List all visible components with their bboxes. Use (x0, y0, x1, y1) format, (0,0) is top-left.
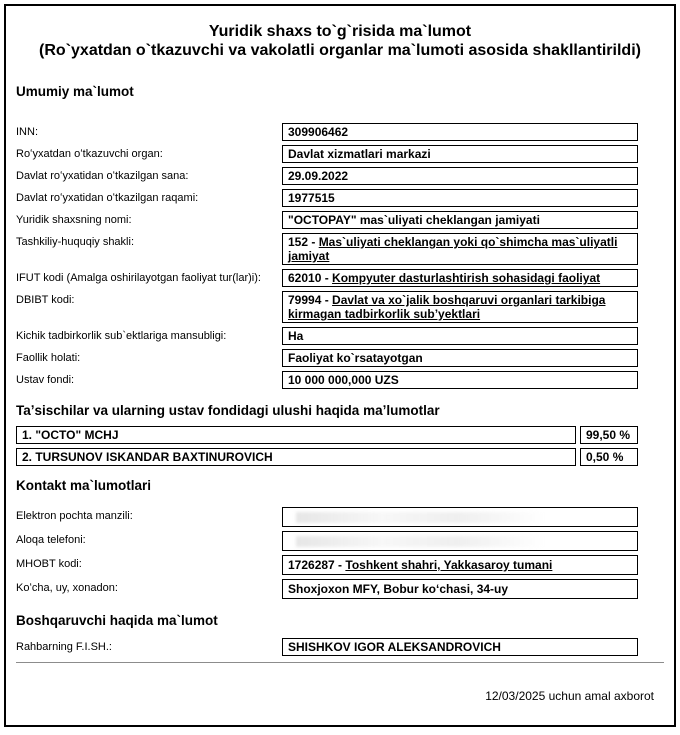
founder-row-2 (16, 448, 638, 466)
section-heading-general: Umumiy ma`lumot (16, 84, 134, 99)
field-row-street-address (16, 579, 638, 599)
field-label-phone: Aloqa telefoni: (16, 534, 86, 546)
mhobt-link[interactable]: Toshkent shahri, Yakkasaroy tumani (345, 558, 553, 572)
founder-row-1 (16, 426, 638, 444)
general-fields (16, 123, 638, 389)
field-value-registration-date: 29.09.2022 (282, 167, 638, 185)
field-row-email (16, 507, 638, 527)
founder-name-2: 2. TURSUNOV ISKANDAR BAXTINUROVICH (16, 448, 576, 466)
legal-form-code: 152 - (288, 235, 319, 249)
field-row-director-name (16, 638, 638, 656)
field-value-dbibt-code (282, 291, 638, 323)
ifut-link[interactable]: Kompyuter dasturlashtirish sohasidagi faoliyat (332, 271, 601, 285)
field-row-activity-status (16, 349, 638, 367)
field-label-director-name: Rahbarning F.I.SH.: (16, 641, 112, 653)
field-value-small-business: Ha (282, 327, 638, 345)
footer-date: 12/03/2025 uchun amal axborot (485, 689, 654, 703)
field-label-inn: INN: (16, 126, 38, 138)
field-row-inn (16, 123, 638, 141)
field-label-small-business: Kichik tadbirkorlik sub`ektlariga mansubligi: (16, 330, 227, 342)
field-row-dbibt-code (16, 291, 638, 323)
field-value-mhobt-code (282, 555, 638, 575)
founder-name-1: 1. "OCTO" MCHJ (16, 426, 576, 444)
field-row-phone (16, 531, 638, 551)
page-title (30, 22, 650, 60)
dbibt-link[interactable]: Davlat va xo`jalik boshqaruvi organlari tarkibiga kirmagan tadbirkorlik subʼyektlari (288, 293, 606, 321)
founder-share-2: 0,50 % (580, 448, 638, 466)
mhobt-code: 1726287 - (288, 558, 346, 572)
field-value-email (282, 507, 638, 527)
legal-form-link[interactable]: Mas`uliyati cheklangan yoki qo`shimcha mas`uliyatli jamiyat (288, 235, 618, 263)
field-value-phone (282, 531, 638, 551)
field-value-entity-name: "OCTOPAY" mas`uliyati cheklangan jamiyati (282, 211, 638, 229)
manager-fields (16, 638, 638, 656)
field-row-mhobt-code (16, 555, 638, 575)
field-row-registering-authority (16, 145, 638, 163)
field-label-registration-number: Davlat roʻyxatidan oʻtkazilgan raqami: (16, 192, 199, 204)
field-label-activity-status: Faollik holati: (16, 352, 81, 364)
field-value-activity-status: Faoliyat ko`rsatayotgan (282, 349, 638, 367)
field-value-registering-authority: Davlat xizmatlari markazi (282, 145, 638, 163)
founder-share-1: 99,50 % (580, 426, 638, 444)
field-row-entity-name (16, 211, 638, 229)
section-heading-manager: Boshqaruvchi haqida ma`lumot (16, 613, 218, 628)
field-value-director-name: SHISHKOV IGOR ALEKSANDROVICH (282, 638, 638, 656)
page-title-line1: Yuridik shaxs to`g`risida ma`lumot (208, 23, 472, 40)
field-row-legal-form (16, 233, 638, 265)
field-label-registering-authority: Roʻyxatdan oʻtkazuvchi organ: (16, 148, 163, 160)
dbibt-code: 79994 - (288, 293, 333, 307)
field-label-email: Elektron pochta manzili: (16, 510, 133, 522)
field-label-ifut-code: IFUT kodi (Amalga oshirilayotgan faoliyat tur(lar)i): (16, 272, 261, 284)
field-value-ifut-code (282, 269, 638, 287)
field-row-small-business (16, 327, 638, 345)
footer-divider (16, 662, 664, 663)
page-title-line2: (Ro`yxatdan o`tkazuvchi va vakolatli organlar ma`lumoti asosida shakllantirildi) (39, 42, 641, 59)
field-row-registration-date (16, 167, 638, 185)
field-value-registration-number: 1977515 (282, 189, 638, 207)
field-row-charter-fund (16, 371, 638, 389)
contact-fields (16, 507, 638, 599)
field-label-legal-form: Tashkiliy-huquqiy shakli: (16, 236, 134, 248)
field-value-inn: 309906462 (282, 123, 638, 141)
field-value-charter-fund: 10 000 000,000 UZS (282, 371, 638, 389)
field-label-registration-date: Davlat roʻyxatidan oʻtkazilgan sana: (16, 170, 189, 182)
field-value-legal-form (282, 233, 638, 265)
field-row-registration-number (16, 189, 638, 207)
field-value-street-address: Shoxjoxon MFY, Bobur koʻchasi, 34-uy (282, 579, 638, 599)
field-label-entity-name: Yuridik shaxsning nomi: (16, 214, 132, 226)
field-label-mhobt-code: MHOBT kodi: (16, 558, 82, 570)
section-heading-founders: Taʼsischilar va ularning ustav fondidagi ulushi haqida maʼlumotlar (16, 403, 440, 418)
field-label-dbibt-code: DBIBT kodi: (16, 294, 75, 306)
field-label-charter-fund: Ustav fondi: (16, 374, 75, 386)
ifut-code: 62010 - (288, 271, 333, 285)
section-heading-contacts: Kontakt ma`lumotlari (16, 478, 152, 493)
document-page (4, 4, 676, 727)
field-label-street-address: Koʻcha, uy, xonadon: (16, 582, 118, 594)
founders-table (16, 426, 638, 466)
field-row-ifut-code (16, 269, 638, 287)
